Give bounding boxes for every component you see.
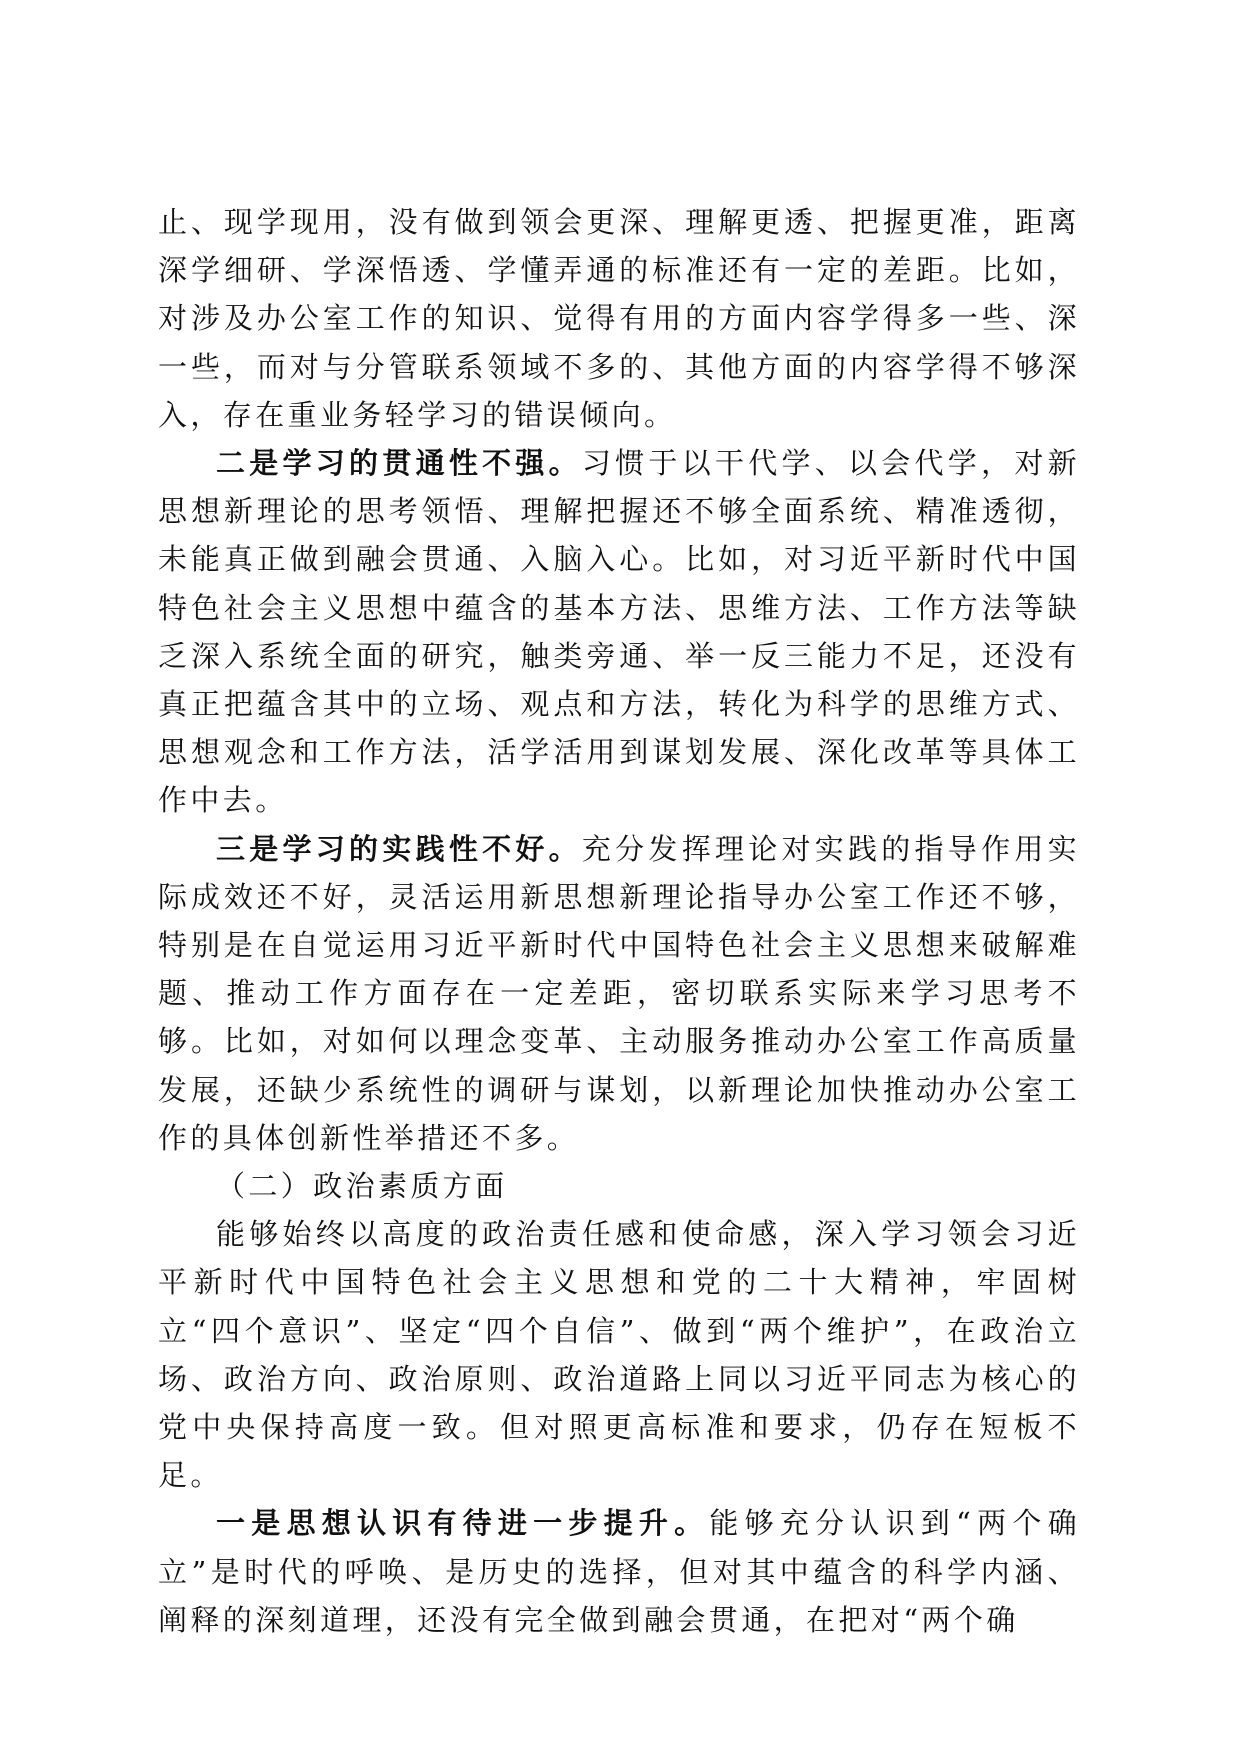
paragraph-text: 止、现学现用，没有做到领会更深、理解更透、把握更准，距离深学细研、学深悟透、学懂弄通的标准还有一定的差距。比如，对涉及办公室工作的知识、觉得有用的方面内容学得多一些、深一些，而对与分管联系领域不多的、其他方面的内容学得不够深入，存在重业务轻学习的错误倾向。 (158, 205, 1080, 432)
paragraph-text: 能够充分认识到“两个确立”是时代的呼唤、是历史的选择，但对其中蕴含的科学内涵、阐释的深刻道理，还没有完全做到融会贯通，在把对“两个确 (158, 1506, 1080, 1637)
paragraph-text: 充分发挥理论对实践的指导作用实际成效还不好，灵活运用新思想新理论指导办公室工作还不够，特别是在自觉运用习近平新时代中国特色社会主义思想来破解难题、推动工作方面存在一定差距，密切联系实际来学习思考不够。比如，对如何以理念变革、主动服务推动办公室工作高质量发展，还缺少系统性的调研与谋划，以新理论加快推动办公室工作的具体创新性举措还不多。 (158, 831, 1080, 1155)
paragraph-point-one (158, 1499, 1080, 1644)
paragraph-section-intro (158, 1210, 1080, 1499)
paragraph-lead-bold: 二是学习的贯通性不强。 (216, 446, 582, 481)
paragraph-lead-bold: 一是思想认识有待进一步提升。 (216, 1506, 710, 1541)
paragraph-point-three (158, 825, 1080, 1162)
paragraph-continued (158, 198, 1080, 439)
section-heading: （二）政治素质方面 (216, 1169, 508, 1204)
paragraph-point-two (158, 439, 1080, 825)
document-page (158, 198, 1080, 1644)
paragraph-text: 能够始终以高度的政治责任感和使命感，深入学习领会习近平新时代中国特色社会主义思想和党的二十大精神，牢固树立“四个意识”、坚定“四个自信”、做到“两个维护”，在政治立场、政治方向、政治原则、政治道路上同以习近平同志为核心的党中央保持高度一致。但对照更高标准和要求，仍存在短板不足。 (158, 1217, 1080, 1493)
paragraph-text: 习惯于以干代学、以会代学，对新思想新理论的思考领悟、理解把握还不够全面系统、精准透彻，未能真正做到融会贯通、入脑入心。比如，对习近平新时代中国特色社会主义思想中蕴含的基本方法、思维方法、工作方法等缺乏深入系统全面的研究，触类旁通、举一反三能力不足，还没有真正把蕴含其中的立场、观点和方法，转化为科学的思维方式、思想观念和工作方法，活学活用到谋划发展、深化改革等具体工作中去。 (158, 446, 1080, 818)
paragraph-lead-bold: 三是学习的实践性不好。 (216, 831, 582, 866)
